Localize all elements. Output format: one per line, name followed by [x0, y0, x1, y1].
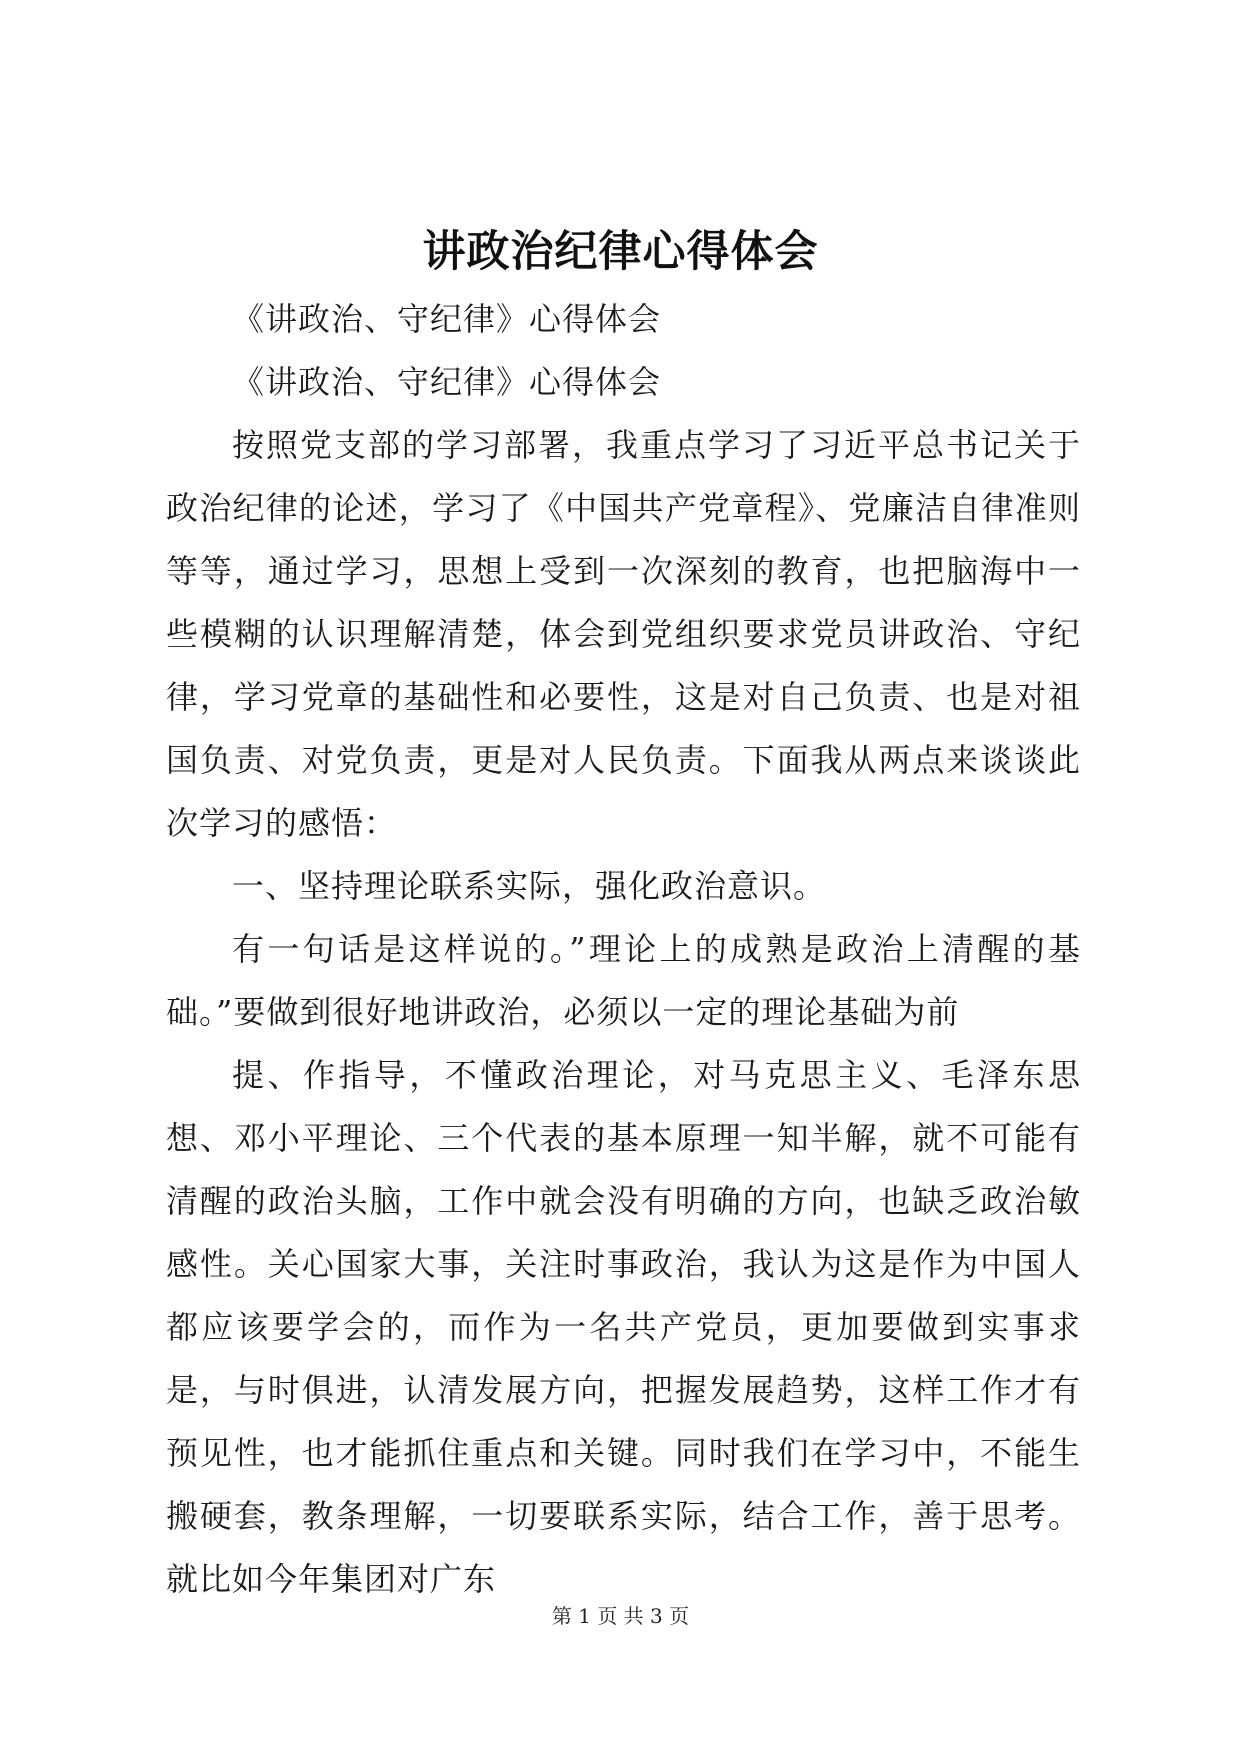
paragraph: 提、作指导，不懂政治理论，对马克思主义、毛泽东思想、邓小平理论、三个代表的基本原理一知半解，就不可能有清醒的政治头脑，工作中就会没有明确的方向，也缺乏政治敏感性。关心国家大事，关注时事政治，我认为这是作为中国人都应该要学会的，而作为一名共产党员，更加要做到实事求是，与时俱进，认清发展方向，把握发展趋势，这样工作才有预见性，也才能抓住重点和关键。同时我们在学习中，不能生搬硬套，教条理解，一切要联系实际，结合工作，善于思考。就比如今年集团对广东: [166, 1056, 1081, 1598]
paragraph: 《讲政治、守纪律》心得体会: [232, 363, 662, 401]
paragraph: 有一句话是这样说的。”理论上的成熟是政治上清醒的基础。”要做到很好地讲政治，必须以一定的理论基础为前: [166, 930, 1081, 1031]
paragraph: 按照党支部的学习部署，我重点学习了习近平总书记关于政治纪律的论述，学习了《中国共产党章程》、党廉洁自律准则等等，通过学习，思想上受到一次深刻的教育，也把脑海中一些模糊的认识理解清楚，体会到党组织要求党员讲政治、守纪律，学习党章的基础性和必要性，这是对自己负责、也是对祖国负责、对党负责，更是对人民负责。下面我从两点来谈谈此次学习的感悟：: [166, 426, 1081, 842]
document-body: [166, 288, 1081, 1611]
paragraph: 《讲政治、守纪律》心得体会: [232, 300, 662, 338]
section-heading: 一、坚持理论联系实际，强化政治意识。: [232, 867, 827, 905]
page-number: 第 1 页 共 3 页: [551, 1604, 690, 1628]
document-title: 讲政治纪律心得体会: [422, 227, 819, 277]
